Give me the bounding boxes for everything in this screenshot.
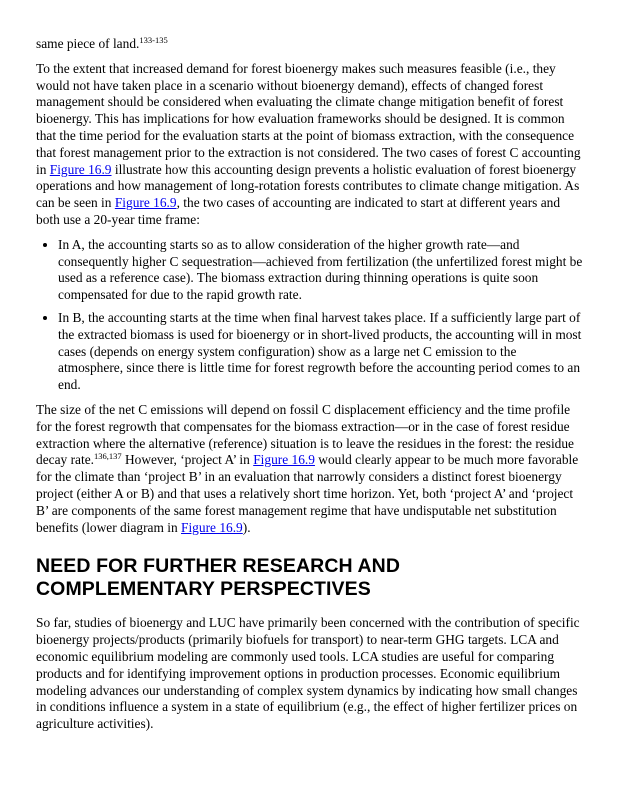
figure-16-9-link[interactable]: Figure 16.9	[181, 519, 243, 535]
figure-16-9-link[interactable]: Figure 16.9	[49, 161, 112, 177]
citation-superscript: 133-135	[139, 35, 168, 45]
figure-16-9-link[interactable]: Figure 16.9	[253, 452, 315, 468]
citation-superscript: 136,137	[93, 451, 122, 462]
section-heading: NEED FOR FURTHER RESEARCH AND COMPLEMENTARY PERSPECTIVES	[36, 555, 401, 601]
list-item-case-b: • In B, the accounting starts at the time when final harvest takes place. If a sufficiently large part of the extracted biomass is used for bioenergy or in short-lived products, the accounting will in most cases (depends on energy system configuration) show as a large net C emission to the atmosphere, since there is little time for forest regrowth before the accounting period comes to an end.	[58, 310, 583, 394]
paragraph-forest-management: To the extent that increased demand for forest bioenergy makes such measures feasible (i.e., they would not have taken place in a scenario without bioenergy demand), effects of changed forest management should be considered when evaluating the climate change mitigation benefit of forest bioenergy. This has implications for how evaluation frameworks should be designed. It is common that the time period for the evaluation starts at the point of biomass extraction, with the consequence that forest management prior to the extraction is not considered. The two cases of forest C accounting in Figure 16.9 illustrate how this accounting design prevents a holistic evaluation of forest bioenergy operations and how management of long-rotation forests contributes to climate change mitigation. As can be seen in Figure 16.9, the two cases of accounting are indicated to start at different years and both use a 20-year time frame:	[36, 60, 581, 227]
list-item-case-a: • In A, the accounting starts so as to allow consideration of the higher growth rate—and consequently higher C sequestration—achieved from fertilization (the unfertilized forest might be used as a reference case). The biomass extraction during thinning operations is quite soon compensated for due to the rapid growth rate.	[58, 237, 583, 304]
accounting-cases-list	[36, 237, 583, 394]
continuation-fragment: same piece of land.$^{133-135}$	[36, 35, 168, 51]
paragraph-net-emissions: The size of the net C emissions will depend on fossil C displacement efficiency and the time profile for the forest regrowth that compensates for the biomass extraction—or in the case of forest residue extraction where the alternative (reference) situation is to leave the residues in the forest: the residue decay rate.$^{136,137}$ However, ‘project A’ in Figure 16.9 would clearly appear to be much more favorable for the climate than ‘project B’ in an evaluation that narrowly considers a distinct forest bioenergy project (either A or B) and that uses a relatively short time horizon. Yet, both ‘project A’ and ‘project B’ are components of the same forest management regime that have undisputable net substitution benefits (lower diagram in Figure 16.9).	[36, 401, 579, 535]
paragraph-research-overview: So far, studies of bioenergy and LUC have primarily been concerned with the contribution of specific bioenergy projects/products (primarily biofuels for transport) to near-term GHG targets. LCA and economic equilibrium modeling are commonly used tools. LCA studies are useful for comparing products and for identifying improvement options in production processes. Economic equilibrium modeling advances our understanding of complex system dynamics by indicating how small changes in conditions influence a system in a state of equilibrium (e.g., the effect of higher fertilizer prices on agriculture activities).	[36, 615, 580, 732]
figure-16-9-link[interactable]: Figure 16.9	[114, 195, 177, 211]
